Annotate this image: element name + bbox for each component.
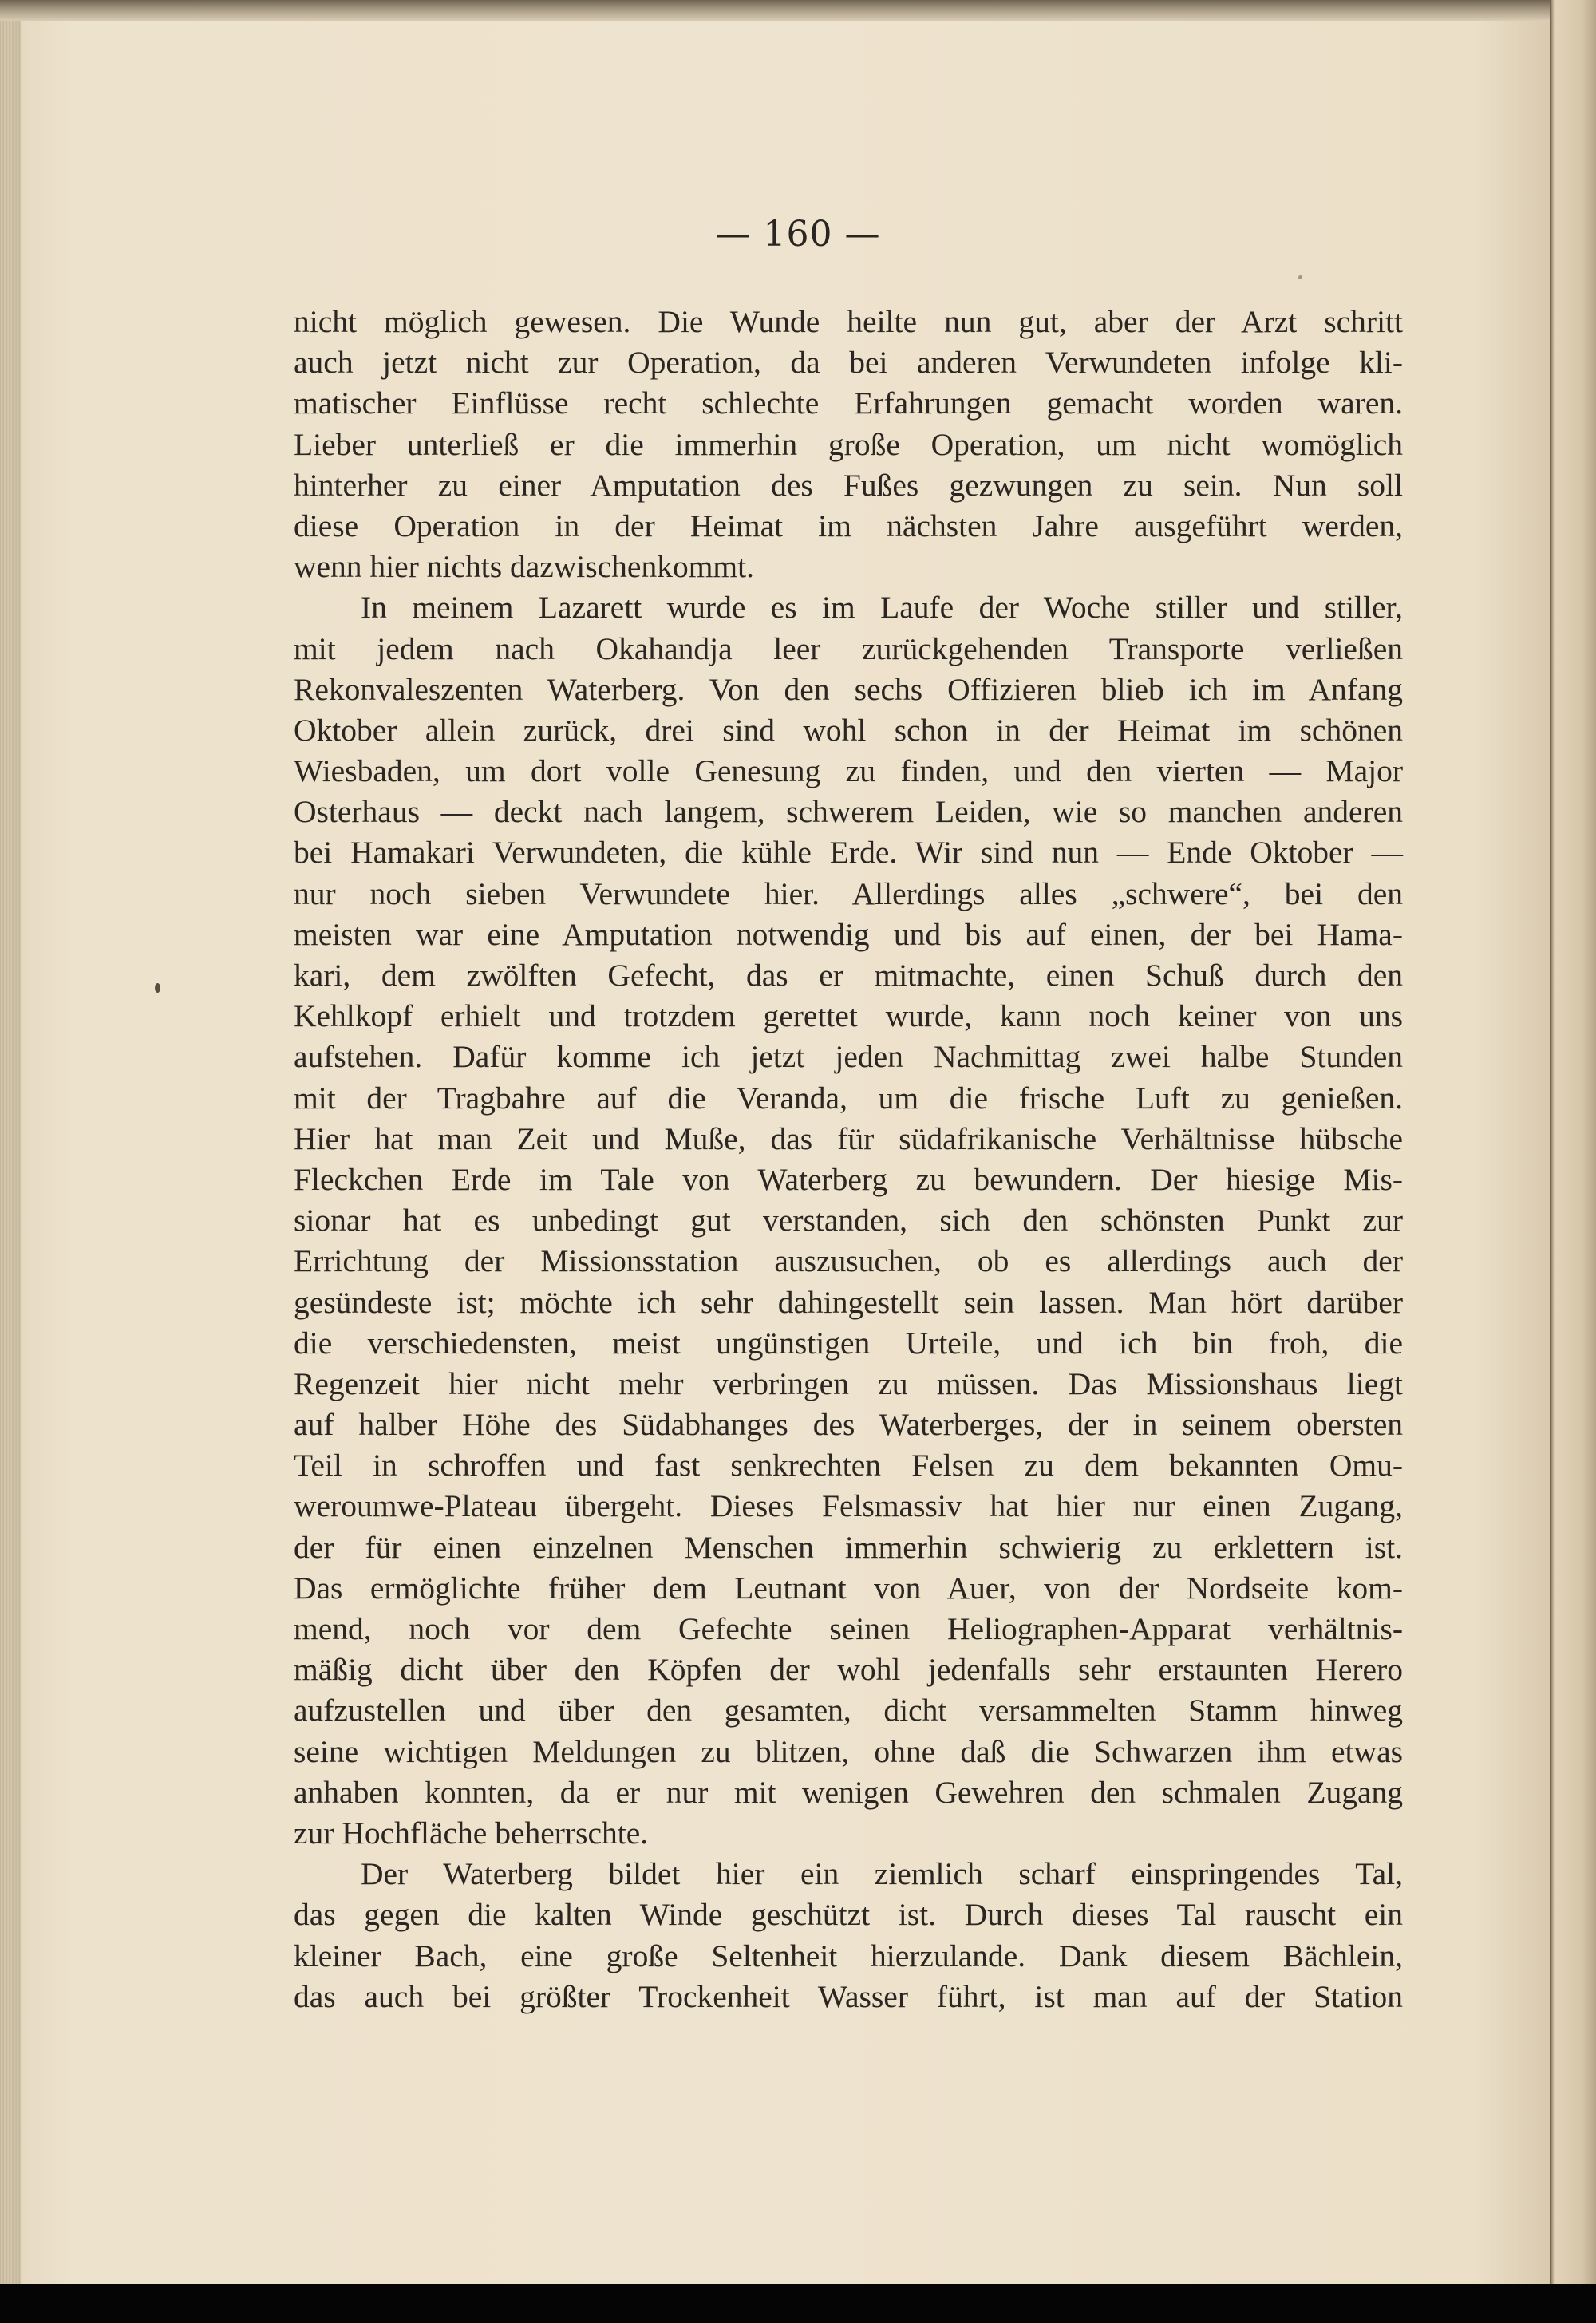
text-line: Kehlkopf erhielt und trotzdem gerettet wurde, kann noch keiner von uns bbox=[294, 998, 1403, 1034]
text-line: hinterher zu einer Amputation des Fußes gezwungen zu sein. Nun soll bbox=[294, 467, 1403, 503]
text-line: diese Operation in der Heimat im nächsten Jahre ausgeführt werden, bbox=[294, 508, 1403, 543]
text-line: das auch bei größter Trockenheit Wasser führt, ist man auf der Station bbox=[294, 1978, 1403, 2014]
text-line: zur Hochfläche beherrschte. bbox=[294, 1815, 649, 1851]
text-line: wenn hier nichts dazwischenkommt. bbox=[294, 549, 754, 585]
text-line: anhaben konnten, da er nur mit wenigen Gewehren den schmalen Zugang bbox=[294, 1774, 1403, 1810]
paragraph bbox=[294, 302, 1403, 587]
ink-speck bbox=[1298, 275, 1302, 279]
text-line: mäßig dicht über den Köpfen der wohl jedenfalls sehr erstaunten Herero bbox=[294, 1652, 1403, 1688]
text-line: mend, noch vor dem Gefechte seinen Heliographen-Apparat verhältnis- bbox=[294, 1611, 1403, 1646]
page-number: — 160 — bbox=[715, 214, 881, 255]
text-line: Oktober allein zurück, drei sind wohl schon in der Heimat im schönen bbox=[294, 712, 1403, 748]
book-fore-edge bbox=[1550, 0, 1596, 2323]
text-line: Fleckchen Erde im Tale von Waterberg zu bewundern. Der hiesige Mis- bbox=[294, 1161, 1403, 1197]
text-line: Hier hat man Zeit und Muße, das für südafrikanische Verhältnisse hübsche bbox=[294, 1120, 1403, 1156]
text-line: auch jetzt nicht zur Operation, da bei anderen Verwundeten infolge kli- bbox=[294, 345, 1403, 381]
text-line: Osterhaus — deckt nach langem, schwerem Leiden, wie so manchen anderen bbox=[294, 794, 1403, 830]
text-line: In meinem Lazarett wurde es im Laufe der Woche stiller und stiller, bbox=[361, 590, 1403, 626]
text-line: Rekonvaleszenten Waterberg. Von den sechs Offizieren blieb ich im Anfang bbox=[294, 671, 1403, 707]
text-line: der für einen einzelnen Menschen immerhin schwierig zu erklettern ist. bbox=[294, 1529, 1403, 1565]
paragraph bbox=[294, 587, 1403, 1854]
text-line: das gegen die kalten Winde geschützt ist. Durch dieses Tal rauscht ein bbox=[294, 1897, 1403, 1933]
text-line: auf halber Höhe des Südabhanges des Waterberges, der in seinem obersten bbox=[294, 1407, 1403, 1443]
text-line: sionar hat es unbedingt gut verstanden, sich den schönsten Punkt zur bbox=[294, 1203, 1403, 1239]
text-line: Errichtung der Missionsstation auszusuchen, ob es allerdings auch der bbox=[294, 1243, 1403, 1279]
text-line: Teil in schroffen und fast senkrechten Felsen zu dem bekannten Omu- bbox=[294, 1448, 1403, 1483]
ink-speck bbox=[155, 983, 160, 993]
text-line: Das ermöglichte früher dem Leutnant von Auer, von der Nordseite kom- bbox=[294, 1570, 1403, 1606]
text-line: matischer Einflüsse recht schlechte Erfahrungen gemacht worden waren. bbox=[294, 385, 1403, 421]
text-line: meisten war eine Amputation notwendig und bis auf einen, der bei Hama- bbox=[294, 916, 1403, 952]
text-line: nur noch sieben Verwundete hier. Allerdings alles „schwere“, bei den bbox=[294, 875, 1403, 911]
text-line: bei Hamakari Verwundeten, die kühle Erde. Wir sind nun — Ende Oktober — bbox=[294, 835, 1403, 871]
text-line: seine wichtigen Meldungen zu blitzen, ohne daß die Schwarzen ihm etwas bbox=[294, 1733, 1403, 1769]
binding-gutter bbox=[0, 0, 21, 2284]
text-line: Der Waterberg bildet hier ein ziemlich scharf einspringendes Tal, bbox=[361, 1856, 1403, 1892]
text-line: weroumwe-Plateau übergeht. Dieses Felsmassiv hat hier nur einen Zugang, bbox=[294, 1488, 1403, 1524]
text-line: mit der Tragbahre auf die Veranda, um die frische Luft zu genießen. bbox=[294, 1080, 1403, 1116]
text-line: nicht möglich gewesen. Die Wunde heilte nun gut, aber der Arzt schritt bbox=[294, 304, 1403, 339]
text-line: Wiesbaden, um dort volle Genesung zu finden, und den vierten — Major bbox=[294, 753, 1403, 789]
text-line: aufzustellen und über den gesamten, dicht versammelten Stamm hinweg bbox=[294, 1693, 1403, 1728]
text-line: aufstehen. Dafür komme ich jetzt jeden Nachmittag zwei halbe Stunden bbox=[294, 1039, 1403, 1075]
text-line: kleiner Bach, eine große Seltenheit hierzulande. Dank diesem Bächlein, bbox=[294, 1938, 1403, 1973]
scan-top-edge bbox=[0, 0, 1596, 21]
text-line: Regenzeit hier nicht mehr verbringen zu müssen. Das Missionshaus liegt bbox=[294, 1365, 1403, 1401]
body-text bbox=[294, 302, 1403, 2017]
scan-background bbox=[0, 2284, 1596, 2323]
text-line: kari, dem zwölften Gefecht, das er mitmachte, einen Schuß durch den bbox=[294, 958, 1403, 993]
text-line: Lieber unterließ er die immerhin große Operation, um nicht womöglich bbox=[294, 426, 1403, 462]
paragraph bbox=[294, 1854, 1403, 2017]
text-line: gesündeste ist; möchte ich sehr dahingestellt sein lassen. Man hört darüber bbox=[294, 1284, 1403, 1320]
text-line: mit jedem nach Okahandja leer zurückgehenden Transporte verließen bbox=[294, 630, 1403, 666]
text-line: die verschiedensten, meist ungünstigen Urteile, und ich bin froh, die bbox=[294, 1325, 1403, 1361]
